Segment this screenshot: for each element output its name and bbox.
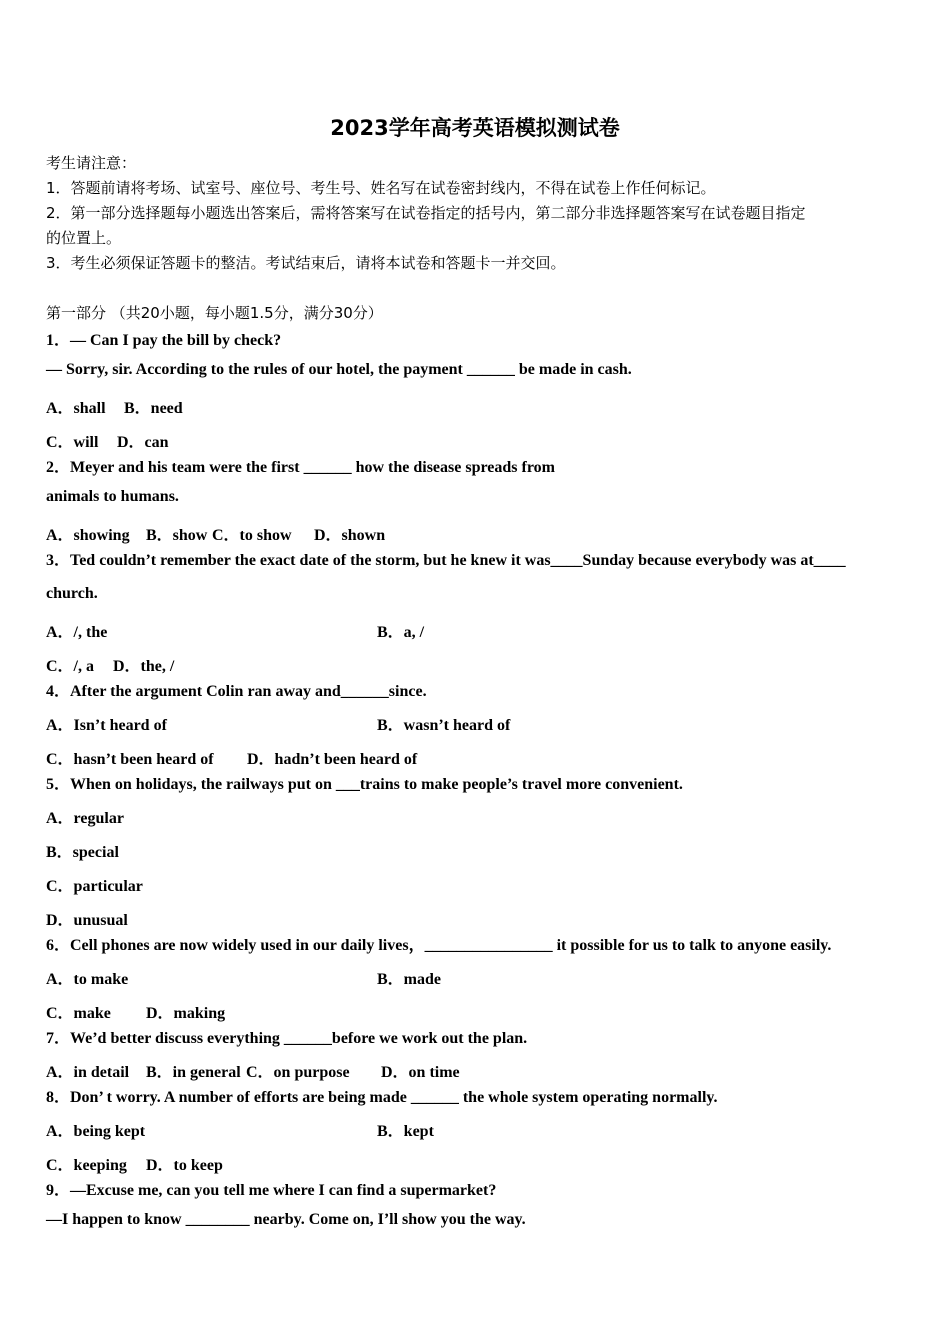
question-9-reply: —I happen to know ________ nearby. Come on, I’ll show you the way. [46, 1211, 526, 1228]
notice-item: 1．答题前请将考场、试室号、座位号、考生号、姓名写在试卷密封线内，不得在试卷上作任何标记。 [46, 179, 716, 197]
q7-option-d[interactable]: D．on time [381, 1064, 460, 1081]
notice-item: 的位置上。 [46, 229, 122, 247]
question-1-reply: — Sorry, sir. According to the rules of our hotel, the payment ______ be made in cash. [46, 361, 632, 378]
q1-option-b[interactable]: B．need [124, 400, 183, 417]
q2-option-c[interactable]: C．to show [212, 527, 292, 544]
q2-option-d[interactable]: D．shown [314, 527, 386, 544]
question-9-stem: 9．—Excuse me, can you tell me where I can find a supermarket? [46, 1182, 497, 1199]
q6-option-d[interactable]: D．making [146, 1005, 226, 1022]
question-1-stem: 1．— Can I pay the bill by check? [46, 332, 282, 349]
question-6-stem: 6．Cell phones are now widely used in our daily lives，________________ it possible for us to talk to anyone easily. [46, 937, 832, 954]
q1-option-c[interactable]: C．will [46, 434, 99, 451]
q3-option-a[interactable]: A．/, the [46, 624, 108, 641]
q7-option-a[interactable]: A．in detail [46, 1064, 130, 1081]
page-title: 2023学年高考英语模拟测试卷 [330, 116, 620, 140]
q4-option-b[interactable]: B．wasn’t heard of [377, 717, 511, 734]
question-3-stem: 3．Ted couldn’t remember the exact date of the storm, but he knew it was____Sunday because everybody was at____ [46, 552, 846, 569]
notice-heading: 考生请注意： [46, 154, 137, 172]
section-heading: 第一部分 （共20小题，每小题1.5分，满分30分） [46, 304, 383, 322]
q3-option-b[interactable]: B．a, / [377, 624, 425, 641]
question-2-stem: 2．Meyer and his team were the first ______ how the disease spreads from [46, 459, 555, 476]
q6-option-a[interactable]: A．to make [46, 971, 129, 988]
q3-option-c[interactable]: C．/, a [46, 658, 95, 675]
q5-option-a[interactable]: A．regular [46, 810, 124, 827]
question-4-stem: 4．After the argument Colin ran away and______since. [46, 683, 427, 700]
question-5-stem: 5．When on holidays, the railways put on ___trains to make people’s travel more convenient. [46, 776, 683, 793]
q8-option-c[interactable]: C．keeping [46, 1157, 127, 1174]
question-8-stem: 8．Don’ t worry. A number of efforts are being made ______ the whole system operating normally. [46, 1089, 718, 1106]
q7-option-c[interactable]: C．on purpose [246, 1064, 350, 1081]
q1-option-a[interactable]: A．shall [46, 400, 106, 417]
q2-option-b[interactable]: B．show [146, 527, 208, 544]
q4-option-c[interactable]: C．hasn’t been heard of [46, 751, 214, 768]
q7-option-b[interactable]: B．in general [146, 1064, 241, 1081]
notice-item: 3．考生必须保证答题卡的整洁。考试结束后，请将本试卷和答题卡一并交回。 [46, 254, 566, 272]
q4-option-d[interactable]: D．hadn’t been heard of [247, 751, 418, 768]
q1-option-d[interactable]: D．can [117, 434, 169, 451]
q5-option-b[interactable]: B．special [46, 844, 119, 861]
q6-option-b[interactable]: B．made [377, 971, 442, 988]
q4-option-a[interactable]: A．Isn’t heard of [46, 717, 167, 734]
notice-item: 2．第一部分选择题每小题选出答案后，需将答案写在试卷指定的括号内，第二部分非选择题答案写在试卷题目指定 [46, 204, 806, 222]
q5-option-d[interactable]: D．unusual [46, 912, 128, 929]
q3-option-d[interactable]: D．the, / [113, 658, 175, 675]
q8-option-d[interactable]: D．to keep [146, 1157, 223, 1174]
q2-option-a[interactable]: A．showing [46, 527, 130, 544]
question-7-stem: 7．We’d better discuss everything ______before we work out the plan. [46, 1030, 528, 1047]
q8-option-a[interactable]: A．being kept [46, 1123, 146, 1140]
q5-option-c[interactable]: C．particular [46, 878, 143, 895]
q8-option-b[interactable]: B．kept [377, 1123, 434, 1140]
question-2-stem-cont: animals to humans. [46, 488, 179, 505]
q6-option-c[interactable]: C．make [46, 1005, 111, 1022]
question-3-stem-cont: church. [46, 585, 98, 602]
